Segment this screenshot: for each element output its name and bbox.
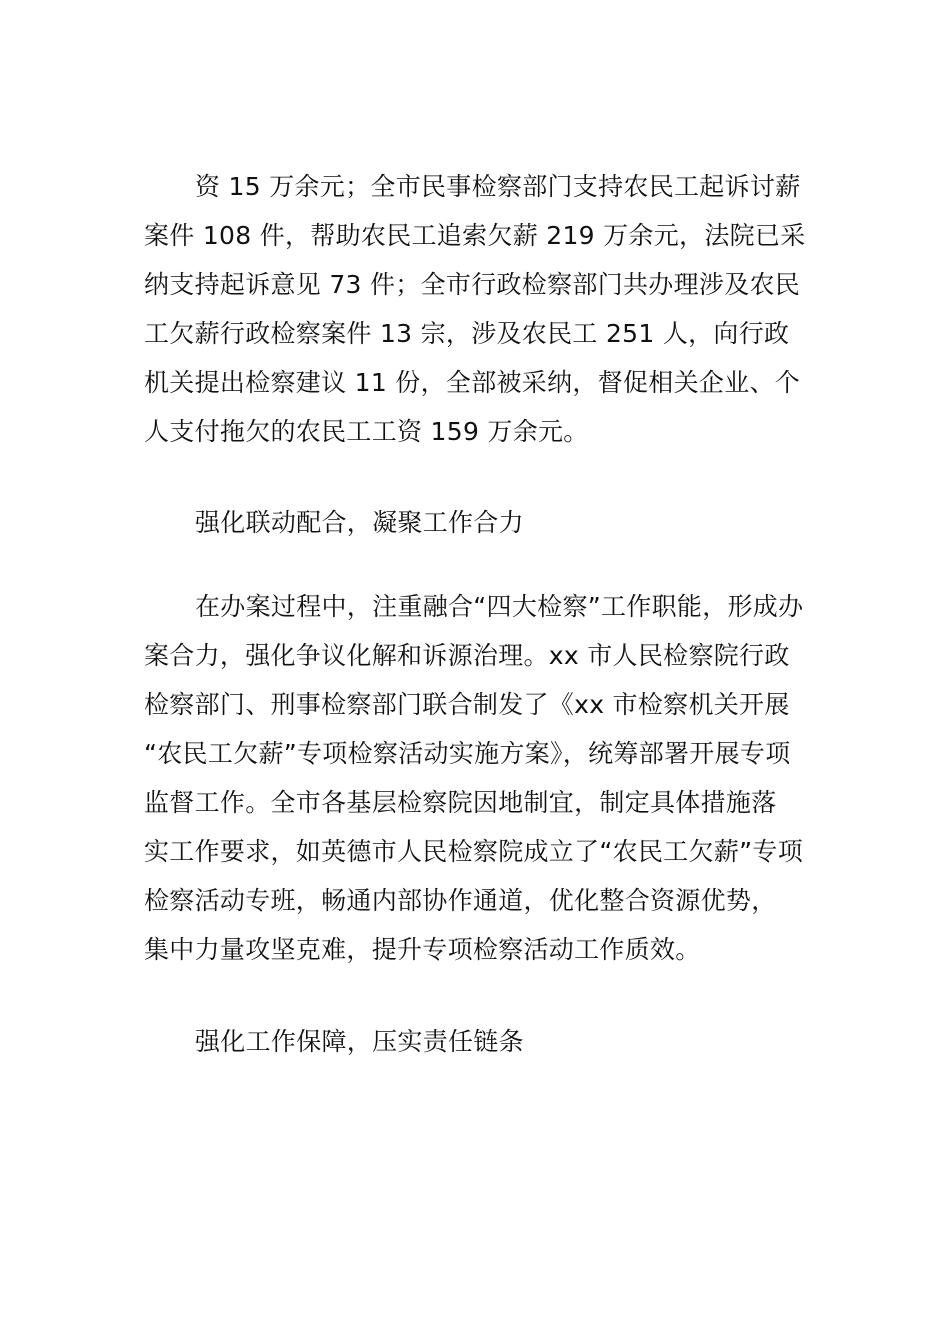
text-line: 机关提出检察建议 11 份，全部被采纳，督促相关企业、个 xyxy=(144,368,801,397)
heading-line: 强化工作保障，压实责任链条 xyxy=(195,1027,524,1056)
paragraph-wage-statistics xyxy=(144,162,810,456)
text-line: “农民工欠薪”专项检察活动实施方案》，统筹部署开展专项 xyxy=(144,739,791,768)
text-line: 纳支持起诉意见 73 件；全市行政检察部门共办理涉及农民 xyxy=(144,270,801,299)
text-line: 检察活动专班，畅通内部协作通道，优化整合资源优势， xyxy=(144,886,777,915)
section-heading-safeguards xyxy=(144,1017,810,1066)
text-line: 实工作要求，如英德市人民检察院成立了“农民工欠薪”专项 xyxy=(144,837,804,866)
text-line: 检察部门、刑事检察部门联合制发了《xx 市检察机关开展 xyxy=(144,690,790,719)
text-line: 人支付拖欠的农民工工资 159 万余元。 xyxy=(144,417,589,446)
text-line: 在办案过程中，注重融合“四大检察”工作职能，形成办 xyxy=(195,592,804,621)
heading-line: 强化联动配合，凝聚工作合力 xyxy=(195,508,524,537)
section-heading-linkage xyxy=(144,498,810,547)
text-line: 监督工作。全市各基层检察院因地制宜，制定具体措施落 xyxy=(144,788,777,817)
text-line: 工欠薪行政检察案件 13 宗，涉及农民工 251 人，向行政 xyxy=(144,319,790,348)
text-line: 案合力，强化争议化解和诉源治理。xx 市人民检察院行政 xyxy=(144,641,790,670)
text-line: 案件 108 件，帮助农民工追索欠薪 219 万余元，法院已采 xyxy=(144,221,806,250)
text-line: 资 15 万余元；全市民事检察部门支持农民工起诉讨薪 xyxy=(195,172,801,201)
text-line: 集中力量攻坚克难，提升专项检察活动工作质效。 xyxy=(144,935,701,964)
paragraph-case-handling xyxy=(144,582,810,974)
